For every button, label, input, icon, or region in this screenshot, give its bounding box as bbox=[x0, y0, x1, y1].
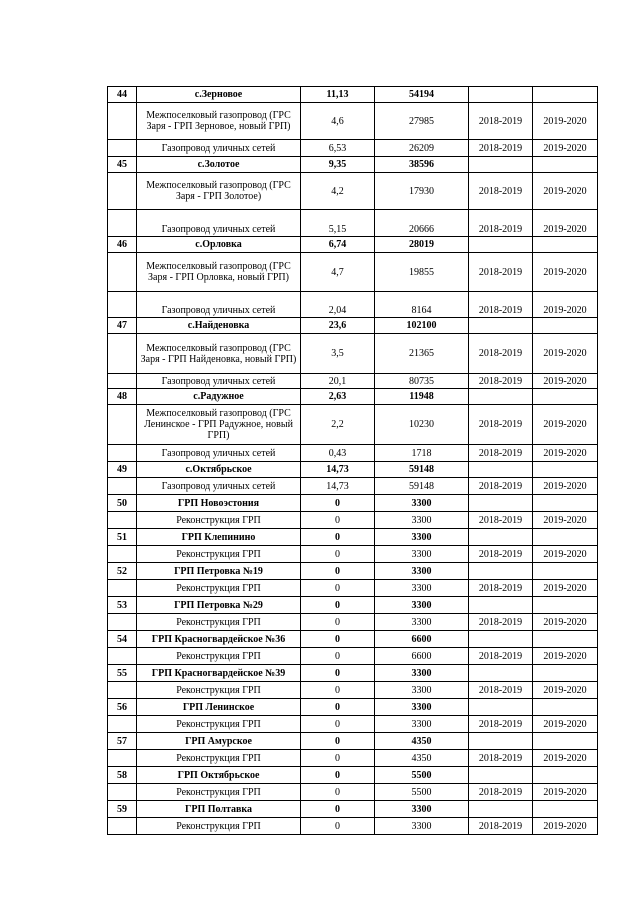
row-cost: 3300 bbox=[375, 529, 469, 546]
row-number: 47 bbox=[108, 318, 137, 334]
row-start-period: 2018-2019 bbox=[469, 374, 533, 389]
row-start-period: 2018-2019 bbox=[469, 784, 533, 801]
row-description: ГРП Красногвардейское №39 bbox=[137, 665, 301, 682]
row-cost: 59148 bbox=[375, 462, 469, 478]
row-cost: 20666 bbox=[375, 210, 469, 237]
row-number bbox=[108, 750, 137, 767]
row-cost: 3300 bbox=[375, 563, 469, 580]
row-length: 0 bbox=[301, 784, 375, 801]
row-start-period: 2018-2019 bbox=[469, 716, 533, 733]
row-cost: 11948 bbox=[375, 389, 469, 405]
row-start-period bbox=[469, 529, 533, 546]
row-cost: 6600 bbox=[375, 648, 469, 665]
row-description: с.Золотое bbox=[137, 157, 301, 173]
row-cost: 28019 bbox=[375, 237, 469, 253]
row-end-period: 2019-2020 bbox=[533, 478, 598, 495]
row-cost: 4350 bbox=[375, 750, 469, 767]
row-number bbox=[108, 682, 137, 699]
row-length: 0 bbox=[301, 512, 375, 529]
row-end-period bbox=[533, 389, 598, 405]
table-row-item bbox=[108, 818, 598, 835]
row-description: с.Орловка bbox=[137, 237, 301, 253]
row-length: 0 bbox=[301, 750, 375, 767]
row-end-period: 2019-2020 bbox=[533, 103, 598, 140]
table-row-item bbox=[108, 512, 598, 529]
row-start-period: 2018-2019 bbox=[469, 253, 533, 292]
row-number bbox=[108, 716, 137, 733]
row-end-period: 2019-2020 bbox=[533, 682, 598, 699]
row-length: 0 bbox=[301, 801, 375, 818]
row-cost: 4350 bbox=[375, 733, 469, 750]
row-cost: 19855 bbox=[375, 253, 469, 292]
row-cost: 21365 bbox=[375, 334, 469, 374]
table-row-item bbox=[108, 445, 598, 462]
row-description: с.Радужное bbox=[137, 389, 301, 405]
table-row-settlement bbox=[108, 767, 598, 784]
table-row-item bbox=[108, 292, 598, 318]
row-number bbox=[108, 784, 137, 801]
table-row-settlement bbox=[108, 563, 598, 580]
row-length: 0 bbox=[301, 733, 375, 750]
row-number bbox=[108, 173, 137, 210]
row-start-period: 2018-2019 bbox=[469, 334, 533, 374]
row-length: 0 bbox=[301, 563, 375, 580]
row-end-period bbox=[533, 318, 598, 334]
row-end-period: 2019-2020 bbox=[533, 750, 598, 767]
row-description: ГРП Ленинское bbox=[137, 699, 301, 716]
table-row-settlement bbox=[108, 157, 598, 173]
row-end-period bbox=[533, 767, 598, 784]
row-start-period bbox=[469, 563, 533, 580]
row-cost: 54194 bbox=[375, 87, 469, 103]
row-start-period bbox=[469, 318, 533, 334]
row-length: 0 bbox=[301, 767, 375, 784]
row-description: Газопровод уличных сетей bbox=[137, 210, 301, 237]
row-description: Газопровод уличных сетей bbox=[137, 374, 301, 389]
row-cost: 27985 bbox=[375, 103, 469, 140]
row-number: 59 bbox=[108, 801, 137, 818]
row-description: ГРП Петровка №29 bbox=[137, 597, 301, 614]
row-start-period: 2018-2019 bbox=[469, 445, 533, 462]
row-start-period: 2018-2019 bbox=[469, 682, 533, 699]
row-description: ГРП Новоэстония bbox=[137, 495, 301, 512]
row-end-period: 2019-2020 bbox=[533, 648, 598, 665]
row-cost: 80735 bbox=[375, 374, 469, 389]
row-end-period: 2019-2020 bbox=[533, 173, 598, 210]
row-cost: 3300 bbox=[375, 495, 469, 512]
row-length: 0 bbox=[301, 682, 375, 699]
row-length: 0 bbox=[301, 546, 375, 563]
row-end-period bbox=[533, 597, 598, 614]
row-end-period bbox=[533, 237, 598, 253]
row-end-period: 2019-2020 bbox=[533, 405, 598, 445]
row-start-period: 2018-2019 bbox=[469, 103, 533, 140]
row-number: 49 bbox=[108, 462, 137, 478]
row-cost: 3300 bbox=[375, 512, 469, 529]
row-start-period: 2018-2019 bbox=[469, 478, 533, 495]
row-end-period: 2019-2020 bbox=[533, 716, 598, 733]
row-number bbox=[108, 580, 137, 597]
row-number bbox=[108, 648, 137, 665]
row-number bbox=[108, 512, 137, 529]
table-row-settlement bbox=[108, 87, 598, 103]
table-row-item bbox=[108, 784, 598, 801]
table-row-settlement bbox=[108, 462, 598, 478]
row-number bbox=[108, 253, 137, 292]
row-length: 0 bbox=[301, 699, 375, 716]
row-description: Межпоселковый газопровод (ГРС Заря - ГРП Золотое) bbox=[137, 173, 301, 210]
row-length: 11,13 bbox=[301, 87, 375, 103]
row-cost: 3300 bbox=[375, 716, 469, 733]
row-start-period: 2018-2019 bbox=[469, 173, 533, 210]
row-start-period bbox=[469, 87, 533, 103]
row-cost: 10230 bbox=[375, 405, 469, 445]
table-row-settlement bbox=[108, 699, 598, 716]
row-end-period bbox=[533, 801, 598, 818]
table-row-item bbox=[108, 478, 598, 495]
row-length: 0 bbox=[301, 614, 375, 631]
row-end-period bbox=[533, 87, 598, 103]
row-number: 50 bbox=[108, 495, 137, 512]
row-length: 6,74 bbox=[301, 237, 375, 253]
table-row-settlement bbox=[108, 801, 598, 818]
row-description: с.Зерновое bbox=[137, 87, 301, 103]
row-number: 46 bbox=[108, 237, 137, 253]
row-number: 55 bbox=[108, 665, 137, 682]
row-length: 0 bbox=[301, 665, 375, 682]
table-row-item bbox=[108, 374, 598, 389]
row-end-period: 2019-2020 bbox=[533, 580, 598, 597]
row-length: 0 bbox=[301, 580, 375, 597]
row-start-period: 2018-2019 bbox=[469, 580, 533, 597]
row-number bbox=[108, 445, 137, 462]
row-end-period: 2019-2020 bbox=[533, 546, 598, 563]
row-start-period: 2018-2019 bbox=[469, 648, 533, 665]
row-length: 0 bbox=[301, 597, 375, 614]
row-number bbox=[108, 405, 137, 445]
row-end-period bbox=[533, 529, 598, 546]
row-end-period: 2019-2020 bbox=[533, 614, 598, 631]
table-body bbox=[108, 87, 598, 835]
row-description: Реконструкция ГРП bbox=[137, 614, 301, 631]
row-end-period bbox=[533, 699, 598, 716]
table-row-settlement bbox=[108, 733, 598, 750]
row-start-period: 2018-2019 bbox=[469, 140, 533, 157]
row-number bbox=[108, 546, 137, 563]
row-cost: 3300 bbox=[375, 699, 469, 716]
row-cost: 3300 bbox=[375, 682, 469, 699]
row-end-period: 2019-2020 bbox=[533, 292, 598, 318]
row-length: 0 bbox=[301, 495, 375, 512]
row-length: 4,7 bbox=[301, 253, 375, 292]
row-end-period bbox=[533, 733, 598, 750]
row-description: Межпоселковый газопровод (ГРС Заря - ГРП Найденовка, новый ГРП) bbox=[137, 334, 301, 374]
row-description: ГРП Клепинино bbox=[137, 529, 301, 546]
row-end-period: 2019-2020 bbox=[533, 140, 598, 157]
row-description: Межпоселковый газопровод (ГРС Ленинское - ГРП Радужное, новый ГРП) bbox=[137, 405, 301, 445]
row-description: ГРП Полтавка bbox=[137, 801, 301, 818]
row-start-period bbox=[469, 665, 533, 682]
row-length: 23,6 bbox=[301, 318, 375, 334]
row-length: 2,04 bbox=[301, 292, 375, 318]
row-length: 14,73 bbox=[301, 462, 375, 478]
row-cost: 26209 bbox=[375, 140, 469, 157]
row-description: с.Найденовка bbox=[137, 318, 301, 334]
row-description: Реконструкция ГРП bbox=[137, 682, 301, 699]
row-description: Реконструкция ГРП bbox=[137, 784, 301, 801]
row-description: Газопровод уличных сетей bbox=[137, 445, 301, 462]
row-description: Газопровод уличных сетей bbox=[137, 140, 301, 157]
row-end-period: 2019-2020 bbox=[533, 253, 598, 292]
row-cost: 3300 bbox=[375, 614, 469, 631]
row-length: 0 bbox=[301, 529, 375, 546]
row-number bbox=[108, 614, 137, 631]
row-start-period: 2018-2019 bbox=[469, 210, 533, 237]
row-end-period bbox=[533, 462, 598, 478]
table-row-item bbox=[108, 750, 598, 767]
row-start-period bbox=[469, 495, 533, 512]
row-start-period bbox=[469, 462, 533, 478]
row-start-period: 2018-2019 bbox=[469, 546, 533, 563]
row-start-period: 2018-2019 bbox=[469, 512, 533, 529]
row-length: 2,63 bbox=[301, 389, 375, 405]
table-row-settlement bbox=[108, 237, 598, 253]
table-row-settlement bbox=[108, 529, 598, 546]
table-row-item bbox=[108, 682, 598, 699]
row-cost: 3300 bbox=[375, 597, 469, 614]
row-end-period: 2019-2020 bbox=[533, 445, 598, 462]
row-number: 54 bbox=[108, 631, 137, 648]
row-end-period: 2019-2020 bbox=[533, 334, 598, 374]
row-end-period bbox=[533, 495, 598, 512]
row-description: Реконструкция ГРП bbox=[137, 648, 301, 665]
row-cost: 5500 bbox=[375, 767, 469, 784]
row-end-period: 2019-2020 bbox=[533, 784, 598, 801]
row-length: 0,43 bbox=[301, 445, 375, 462]
row-length: 2,2 bbox=[301, 405, 375, 445]
row-length: 6,53 bbox=[301, 140, 375, 157]
row-length: 0 bbox=[301, 631, 375, 648]
table-row-item bbox=[108, 648, 598, 665]
row-description: Межпоселковый газопровод (ГРС Заря - ГРП Зерновое, новый ГРП) bbox=[137, 103, 301, 140]
table-row-item bbox=[108, 334, 598, 374]
row-start-period bbox=[469, 733, 533, 750]
table-row-settlement bbox=[108, 389, 598, 405]
table-row-item bbox=[108, 546, 598, 563]
row-end-period bbox=[533, 631, 598, 648]
row-number bbox=[108, 210, 137, 237]
row-length: 9,35 bbox=[301, 157, 375, 173]
row-start-period bbox=[469, 597, 533, 614]
table-row-settlement bbox=[108, 597, 598, 614]
table-row-settlement bbox=[108, 318, 598, 334]
row-start-period: 2018-2019 bbox=[469, 750, 533, 767]
table-row-item bbox=[108, 580, 598, 597]
row-start-period bbox=[469, 699, 533, 716]
row-cost: 3300 bbox=[375, 801, 469, 818]
table-row-item bbox=[108, 210, 598, 237]
row-cost: 102100 bbox=[375, 318, 469, 334]
row-description: ГРП Красногвардейское №36 bbox=[137, 631, 301, 648]
row-length: 5,15 bbox=[301, 210, 375, 237]
row-cost: 17930 bbox=[375, 173, 469, 210]
row-description: с.Октябрьское bbox=[137, 462, 301, 478]
row-cost: 3300 bbox=[375, 580, 469, 597]
row-cost: 3300 bbox=[375, 818, 469, 835]
row-description: Реконструкция ГРП bbox=[137, 818, 301, 835]
row-description: ГРП Октябрьское bbox=[137, 767, 301, 784]
row-description: Реконструкция ГРП bbox=[137, 580, 301, 597]
row-end-period: 2019-2020 bbox=[533, 374, 598, 389]
row-number bbox=[108, 478, 137, 495]
row-number bbox=[108, 140, 137, 157]
row-length: 20,1 bbox=[301, 374, 375, 389]
row-start-period: 2018-2019 bbox=[469, 292, 533, 318]
row-description: Реконструкция ГРП bbox=[137, 546, 301, 563]
row-description: Межпоселковый газопровод (ГРС Заря - ГРП Орловка, новый ГРП) bbox=[137, 253, 301, 292]
table-row-item bbox=[108, 173, 598, 210]
row-cost: 6600 bbox=[375, 631, 469, 648]
row-number: 57 bbox=[108, 733, 137, 750]
row-number: 45 bbox=[108, 157, 137, 173]
row-start-period bbox=[469, 801, 533, 818]
row-description: Реконструкция ГРП bbox=[137, 750, 301, 767]
row-length: 14,73 bbox=[301, 478, 375, 495]
row-cost: 3300 bbox=[375, 665, 469, 682]
row-number bbox=[108, 334, 137, 374]
row-cost: 8164 bbox=[375, 292, 469, 318]
row-start-period bbox=[469, 631, 533, 648]
row-description: Реконструкция ГРП bbox=[137, 512, 301, 529]
table-row-item bbox=[108, 405, 598, 445]
row-cost: 5500 bbox=[375, 784, 469, 801]
row-length: 4,6 bbox=[301, 103, 375, 140]
row-end-period bbox=[533, 665, 598, 682]
row-cost: 38596 bbox=[375, 157, 469, 173]
row-start-period bbox=[469, 389, 533, 405]
row-number bbox=[108, 292, 137, 318]
row-number: 53 bbox=[108, 597, 137, 614]
table-row-item bbox=[108, 614, 598, 631]
row-start-period: 2018-2019 bbox=[469, 818, 533, 835]
row-number: 58 bbox=[108, 767, 137, 784]
row-description: ГРП Амурское bbox=[137, 733, 301, 750]
row-number: 51 bbox=[108, 529, 137, 546]
row-end-period: 2019-2020 bbox=[533, 818, 598, 835]
row-number: 44 bbox=[108, 87, 137, 103]
row-cost: 3300 bbox=[375, 546, 469, 563]
row-start-period bbox=[469, 157, 533, 173]
row-start-period bbox=[469, 767, 533, 784]
row-length: 0 bbox=[301, 716, 375, 733]
table-row-settlement bbox=[108, 665, 598, 682]
row-number: 56 bbox=[108, 699, 137, 716]
table-row-item bbox=[108, 103, 598, 140]
row-length: 0 bbox=[301, 648, 375, 665]
table-row-item bbox=[108, 253, 598, 292]
table-row-settlement bbox=[108, 631, 598, 648]
row-cost: 59148 bbox=[375, 478, 469, 495]
table-row-item bbox=[108, 716, 598, 733]
row-number: 48 bbox=[108, 389, 137, 405]
row-cost: 1718 bbox=[375, 445, 469, 462]
row-number bbox=[108, 103, 137, 140]
row-start-period: 2018-2019 bbox=[469, 614, 533, 631]
gas-pipeline-table bbox=[107, 86, 598, 835]
row-number: 52 bbox=[108, 563, 137, 580]
row-end-period bbox=[533, 563, 598, 580]
row-length: 4,2 bbox=[301, 173, 375, 210]
row-end-period: 2019-2020 bbox=[533, 210, 598, 237]
row-start-period bbox=[469, 237, 533, 253]
row-description: Газопровод уличных сетей bbox=[137, 478, 301, 495]
row-number bbox=[108, 818, 137, 835]
row-end-period bbox=[533, 157, 598, 173]
table-row-settlement bbox=[108, 495, 598, 512]
table-row-item bbox=[108, 140, 598, 157]
row-description: Газопровод уличных сетей bbox=[137, 292, 301, 318]
row-description: Реконструкция ГРП bbox=[137, 716, 301, 733]
row-number bbox=[108, 374, 137, 389]
row-length: 3,5 bbox=[301, 334, 375, 374]
row-end-period: 2019-2020 bbox=[533, 512, 598, 529]
row-length: 0 bbox=[301, 818, 375, 835]
row-description: ГРП Петровка №19 bbox=[137, 563, 301, 580]
row-start-period: 2018-2019 bbox=[469, 405, 533, 445]
